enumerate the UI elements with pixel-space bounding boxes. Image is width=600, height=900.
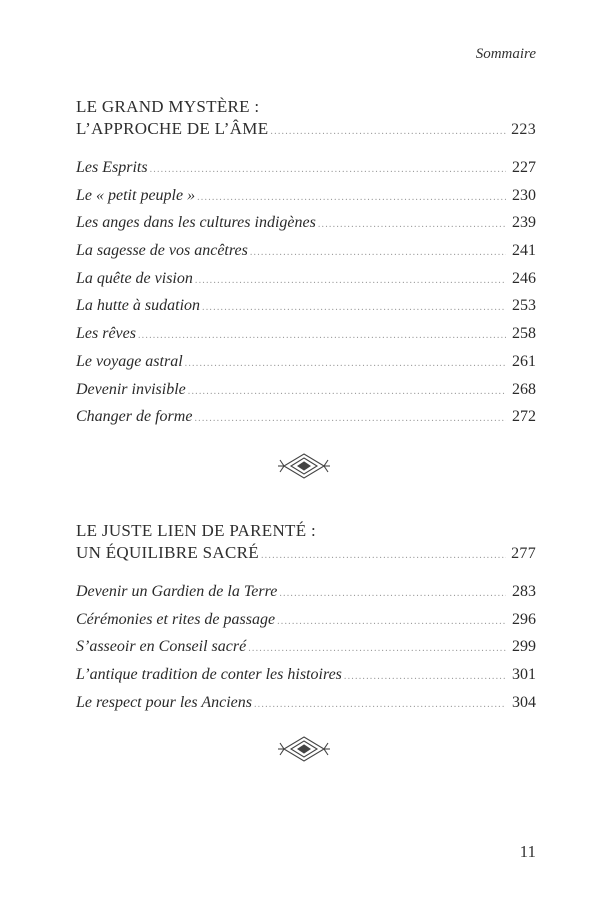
running-head: Sommaire: [475, 46, 536, 62]
dot-leader: [138, 322, 506, 350]
dot-leader: [248, 635, 506, 663]
toc-entries: [76, 578, 536, 716]
toc-entry: [76, 237, 536, 265]
toc-entry-title: Cérémonies et rites de passage: [76, 610, 276, 628]
toc-entry: [76, 633, 536, 661]
toc-entry: [76, 689, 536, 717]
toc-entry-title: La quête de vision: [76, 269, 193, 287]
dot-leader: [344, 663, 506, 691]
toc-entry: [76, 320, 536, 348]
toc-entry: [76, 403, 536, 431]
dot-leader: [195, 267, 506, 295]
dot-leader: [254, 691, 506, 719]
toc-entries: [76, 154, 536, 431]
dot-leader: [185, 350, 506, 378]
toc-entry-page: 239: [512, 214, 536, 232]
section-title-line1: LE GRAND MYSTÈRE :: [76, 97, 260, 116]
toc-section-1: [76, 96, 536, 431]
toc-entry-page: 241: [512, 242, 536, 260]
toc-entry-title: La hutte à sudation: [76, 297, 201, 315]
toc-entry-page: 258: [512, 325, 536, 343]
toc-entry-title: Changer de forme: [76, 408, 193, 426]
toc-entry-page: 246: [512, 269, 536, 287]
toc-entry-title: Le « petit peuple »: [76, 186, 196, 204]
toc-entry: [76, 376, 536, 404]
toc-entry-page: 268: [512, 380, 536, 398]
toc-entry-page: 299: [512, 638, 536, 656]
toc-entry: [76, 154, 536, 182]
toc-entry-title: Devenir invisible: [76, 380, 186, 398]
toc-entry-page: 272: [512, 408, 536, 426]
section-title-line2: L’APPROCHE DE L’ÂME: [76, 119, 269, 138]
toc-entry-page: 283: [512, 583, 536, 600]
toc-entry: [76, 292, 536, 320]
dot-leader: [270, 121, 506, 143]
dot-leader: [194, 405, 506, 433]
toc-entry-title: L’antique tradition de conter les histoires: [76, 666, 342, 684]
toc-entry-page: 227: [512, 159, 536, 176]
toc-entry-page: 304: [512, 693, 536, 711]
diamond-ornament-icon: [278, 735, 330, 763]
section-page-number: 277: [511, 545, 536, 562]
toc-section-2: [76, 520, 536, 716]
dot-leader: [279, 580, 506, 608]
toc-entry: [76, 348, 536, 376]
toc-entry-title: Les rêves: [76, 325, 136, 343]
toc-entry: [76, 265, 536, 293]
toc-entry-page: 230: [512, 186, 536, 204]
page-number: 11: [519, 842, 536, 861]
toc-entry-page: 296: [512, 610, 536, 628]
toc-entry-title: La sagesse de vos ancêtres: [76, 242, 248, 260]
dot-leader: [261, 545, 506, 567]
dot-leader: [150, 156, 506, 184]
toc-entry-title: S’asseoir en Conseil sacré: [76, 638, 247, 656]
toc-entry: [76, 182, 536, 210]
toc-entry-title: Les anges dans les cultures indigènes: [76, 214, 316, 232]
toc-entry: [76, 661, 536, 689]
diamond-ornament-icon: [278, 452, 330, 480]
section-title-row: [76, 542, 536, 564]
toc-entry-page: 301: [512, 666, 536, 684]
toc-entry-title: Les Esprits: [76, 159, 148, 176]
toc-entry-title: Le respect pour les Anciens: [76, 693, 252, 711]
dot-leader: [250, 239, 506, 267]
toc-entry-page: 261: [512, 352, 536, 370]
dot-leader: [202, 294, 506, 322]
section-title-line1: LE JUSTE LIEN DE PARENTÉ :: [76, 521, 316, 540]
dot-leader: [277, 608, 506, 636]
dot-leader: [197, 184, 506, 212]
dot-leader: [318, 211, 506, 239]
section-title-line2: UN ÉQUILIBRE SACRÉ: [76, 543, 259, 562]
section-page-number: 223: [511, 121, 536, 138]
toc-entry-page: 253: [512, 297, 536, 315]
section-title-row: [76, 118, 536, 140]
toc-entry: [76, 578, 536, 606]
toc-entry: [76, 209, 536, 237]
toc-entry: [76, 606, 536, 634]
toc-entry-title: Le voyage astral: [76, 352, 183, 370]
dot-leader: [188, 378, 506, 406]
toc-entry-title: Devenir un Gardien de la Terre: [76, 583, 278, 600]
